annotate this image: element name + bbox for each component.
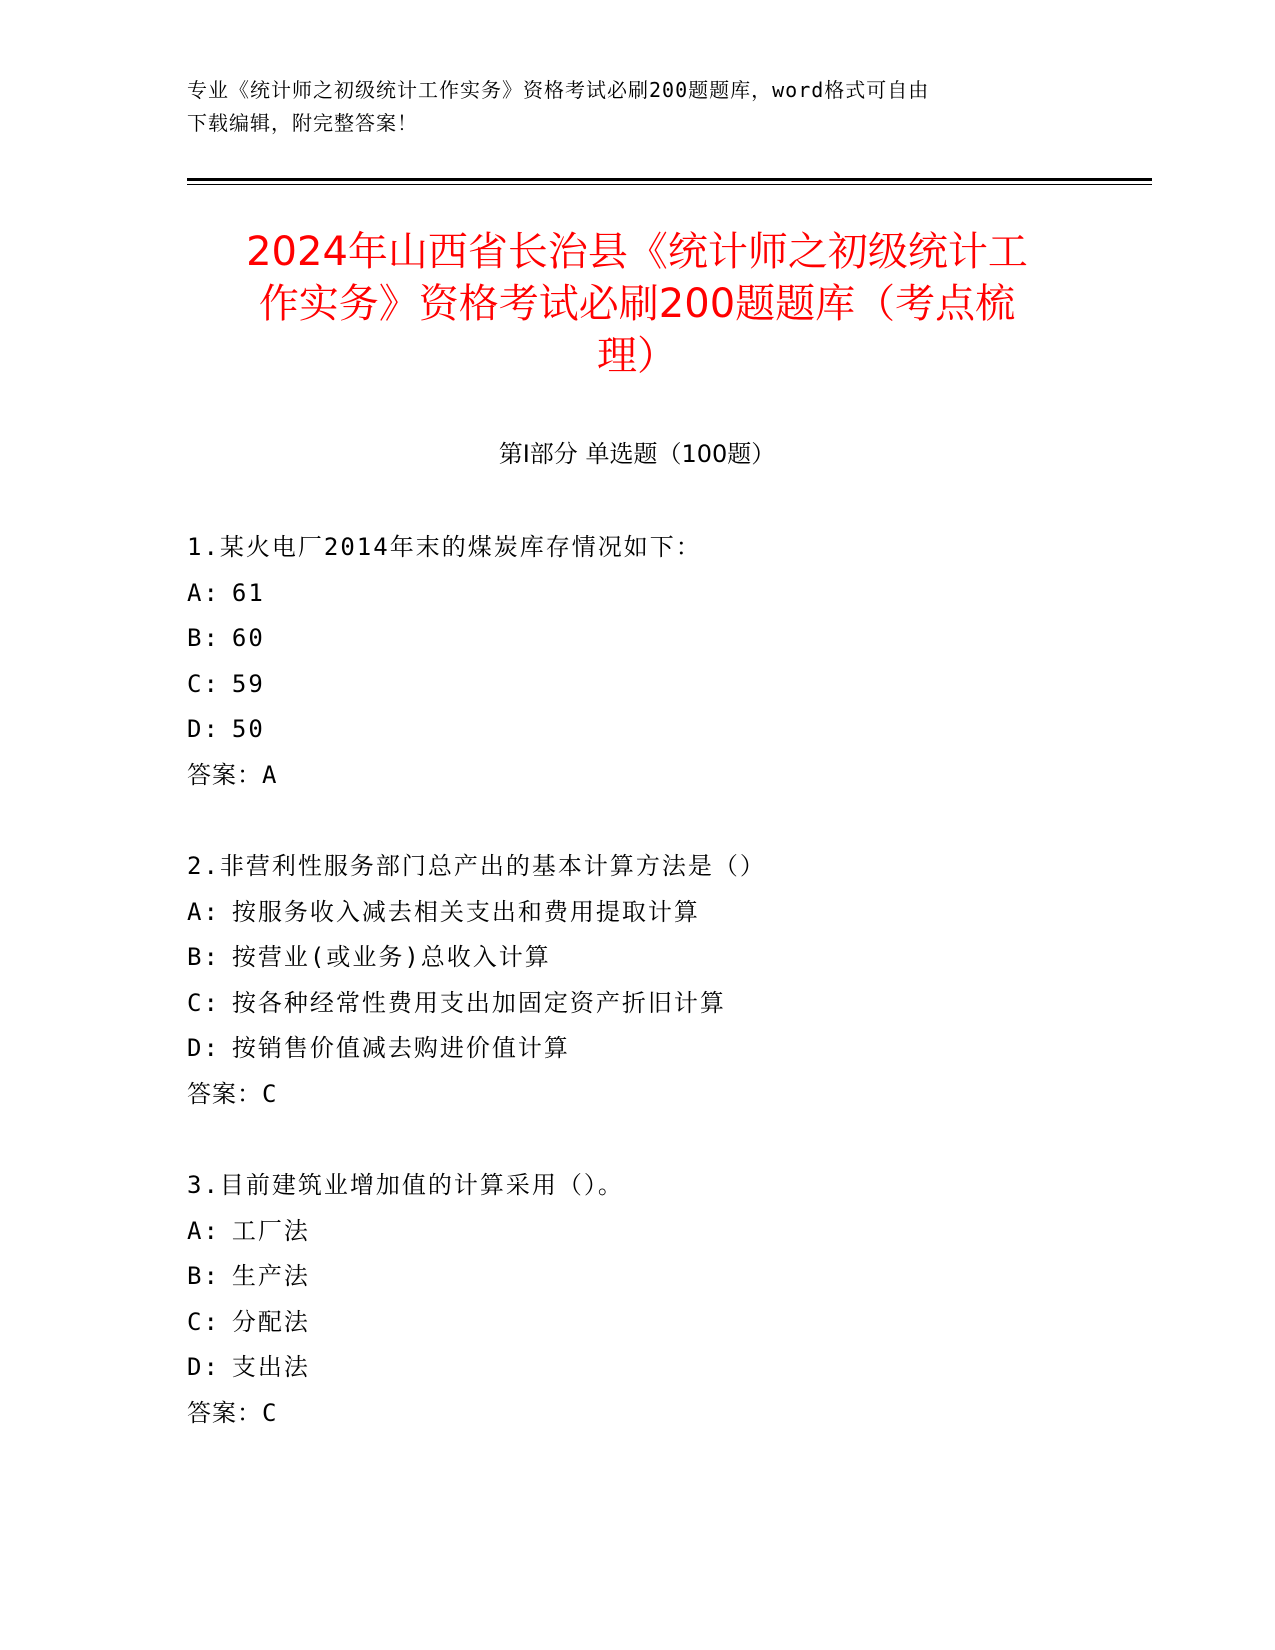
option-letter: D:: [187, 1353, 220, 1381]
document-title-line-1: 2024年山西省长治县《统计师之初级统计工: [246, 229, 1028, 275]
option-c: [187, 1300, 1087, 1346]
option-b: [187, 935, 1087, 981]
option-text: 按各种经常性费用支出加固定资产折旧计算: [231, 988, 726, 1017]
answer-label: 答案：: [187, 760, 262, 789]
option-text: 生产法: [231, 1262, 310, 1290]
option-text: 按服务收入减去相关支出和费用提取计算: [231, 897, 700, 926]
header-divider-thin: [187, 184, 1152, 185]
option-letter: C:: [187, 669, 220, 698]
option-text: 按营业(或业务)总收入计算: [231, 943, 551, 971]
answer-line: [187, 753, 1087, 799]
option-text: 按销售价值减去购进价值计算: [231, 1034, 570, 1062]
document-title: [187, 226, 1087, 382]
answer-value: A: [262, 760, 278, 789]
option-letter: B:: [187, 1262, 220, 1290]
option-text: 60: [231, 624, 265, 652]
option-d: [187, 1345, 1087, 1391]
question-1: [187, 525, 1087, 798]
section-heading: 第Ⅰ部分 单选题（100题）: [498, 440, 776, 468]
option-b: [187, 1254, 1087, 1300]
option-text: 61: [231, 578, 265, 607]
option-letter: B:: [187, 943, 220, 971]
option-text: 50: [231, 715, 265, 743]
option-text: 工厂法: [231, 1216, 310, 1245]
header-note-line-1: 专业《统计师之初级统计工作实务》资格考试必刷200题题库，word格式可自由: [187, 78, 930, 102]
option-d: [187, 1026, 1087, 1072]
question-3: [187, 1163, 1087, 1436]
question-stem: 3.目前建筑业增加值的计算采用（）。: [187, 1171, 624, 1199]
option-letter: A:: [187, 1216, 220, 1245]
option-a: [187, 1209, 1087, 1255]
option-b: [187, 616, 1087, 662]
header-note-line-2: 下载编辑，附完整答案！: [187, 111, 418, 135]
answer-line: [187, 1072, 1087, 1118]
question-stem: 2.非营利性服务部门总产出的基本计算方法是（）: [187, 852, 766, 880]
option-letter: D:: [187, 715, 220, 743]
answer-value: C: [262, 1398, 278, 1427]
option-letter: A:: [187, 578, 220, 607]
header-divider-thick: [187, 178, 1152, 181]
answer-label: 答案：: [187, 1398, 262, 1427]
option-a: [187, 890, 1087, 936]
option-c: [187, 662, 1087, 708]
answer-value: C: [262, 1079, 278, 1108]
answer-label: 答案：: [187, 1079, 262, 1108]
option-text: 支出法: [231, 1353, 310, 1381]
document-header-note: [187, 74, 1087, 140]
document-title-line-3: 理）: [597, 333, 677, 379]
answer-line: [187, 1391, 1087, 1437]
document-title-line-2: 作实务》资格考试必刷200题题库（考点梳: [258, 281, 1016, 327]
option-letter: A:: [187, 897, 220, 926]
option-d: [187, 707, 1087, 753]
option-letter: C:: [187, 1307, 220, 1336]
option-text: 59: [231, 669, 265, 698]
option-letter: C:: [187, 988, 220, 1017]
question-2: [187, 844, 1087, 1117]
option-c: [187, 981, 1087, 1027]
option-a: [187, 571, 1087, 617]
option-letter: B:: [187, 624, 220, 652]
option-text: 分配法: [231, 1307, 310, 1336]
question-stem: 1.某火电厂2014年末的煤炭库存情况如下：: [187, 533, 702, 561]
option-letter: D:: [187, 1034, 220, 1062]
